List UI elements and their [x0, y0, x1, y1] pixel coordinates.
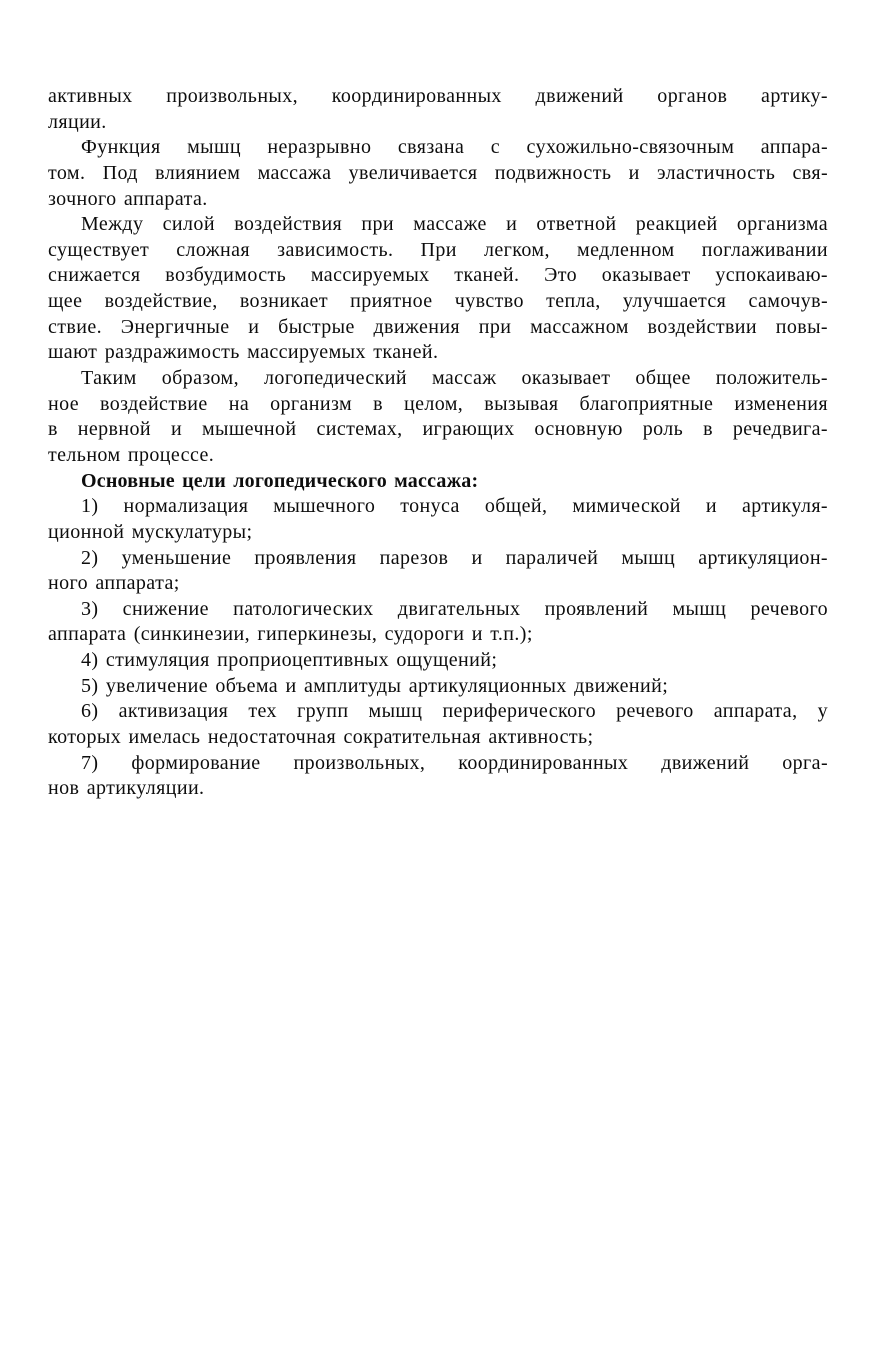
text-line: активных произвольных, координированных движений органов артику-: [48, 85, 828, 107]
text-line: ствие. Энергичные и быстрые движения при массажном воздействии повы-: [48, 315, 828, 338]
text-line: Таким образом, логопедический массаж оказывает общее положитель-: [81, 367, 828, 390]
text-line: щее воздействие, возникает приятное чувство тепла, улучшается самочув-: [48, 290, 828, 313]
text-line: ляции.: [48, 110, 107, 133]
text-line: 2) уменьшение проявления парезов и параличей мышц артикуляцион-: [81, 546, 828, 569]
text-line: Между силой воздействия при массаже и ответной реакцией организма: [81, 213, 828, 236]
text-line: ное воздействие на организм в целом, вызывая благоприятные изменения: [48, 392, 828, 415]
book-page-text-block: [48, 84, 828, 802]
text-line: 5) увеличение объема и амплитуды артикуляционных движений;: [81, 674, 669, 697]
text-line: 3) снижение патологических двигательных проявлений мышц речевого: [81, 597, 828, 620]
text-line: тельном процессе.: [48, 443, 215, 466]
text-line: снижается возбудимость массируемых тканей. Это оказывает успокаиваю-: [48, 264, 828, 287]
text-line: существует сложная зависимость. При легком, медленном поглаживании: [48, 238, 828, 261]
text-line: 4) стимуляция проприоцептивных ощущений;: [81, 649, 498, 672]
section-heading-line: Основные цели логопедического массажа:: [81, 469, 479, 492]
text-line: ционной мускулатуры;: [48, 520, 253, 543]
text-line: ного аппарата;: [48, 572, 180, 595]
text-line: 1) нормализация мышечного тонуса общей, мимической и артикуля-: [81, 495, 828, 518]
text-line: зочного аппарата.: [48, 187, 208, 210]
text-line: в нервной и мышечной системах, играющих основную роль в речедвига-: [48, 418, 828, 441]
text-line: шают раздражимость массируемых тканей.: [48, 341, 439, 364]
text-line: которых имелась недостаточная сократительная активность;: [48, 726, 594, 749]
text-line: аппарата (синкинезии, гиперкинезы, судороги и т.п.);: [48, 623, 533, 646]
text-line: Функция мышц неразрывно связана с сухожильно-связочным аппара-: [81, 136, 828, 159]
text-line: 6) активизация тех групп мышц периферического речевого аппарата, у: [81, 700, 828, 723]
text-line: нов артикуляции.: [48, 777, 205, 800]
text-line: том. Под влиянием массажа увеличивается подвижность и эластичность свя-: [48, 161, 828, 184]
text-line: 7) формирование произвольных, координированных движений орга-: [81, 751, 828, 774]
